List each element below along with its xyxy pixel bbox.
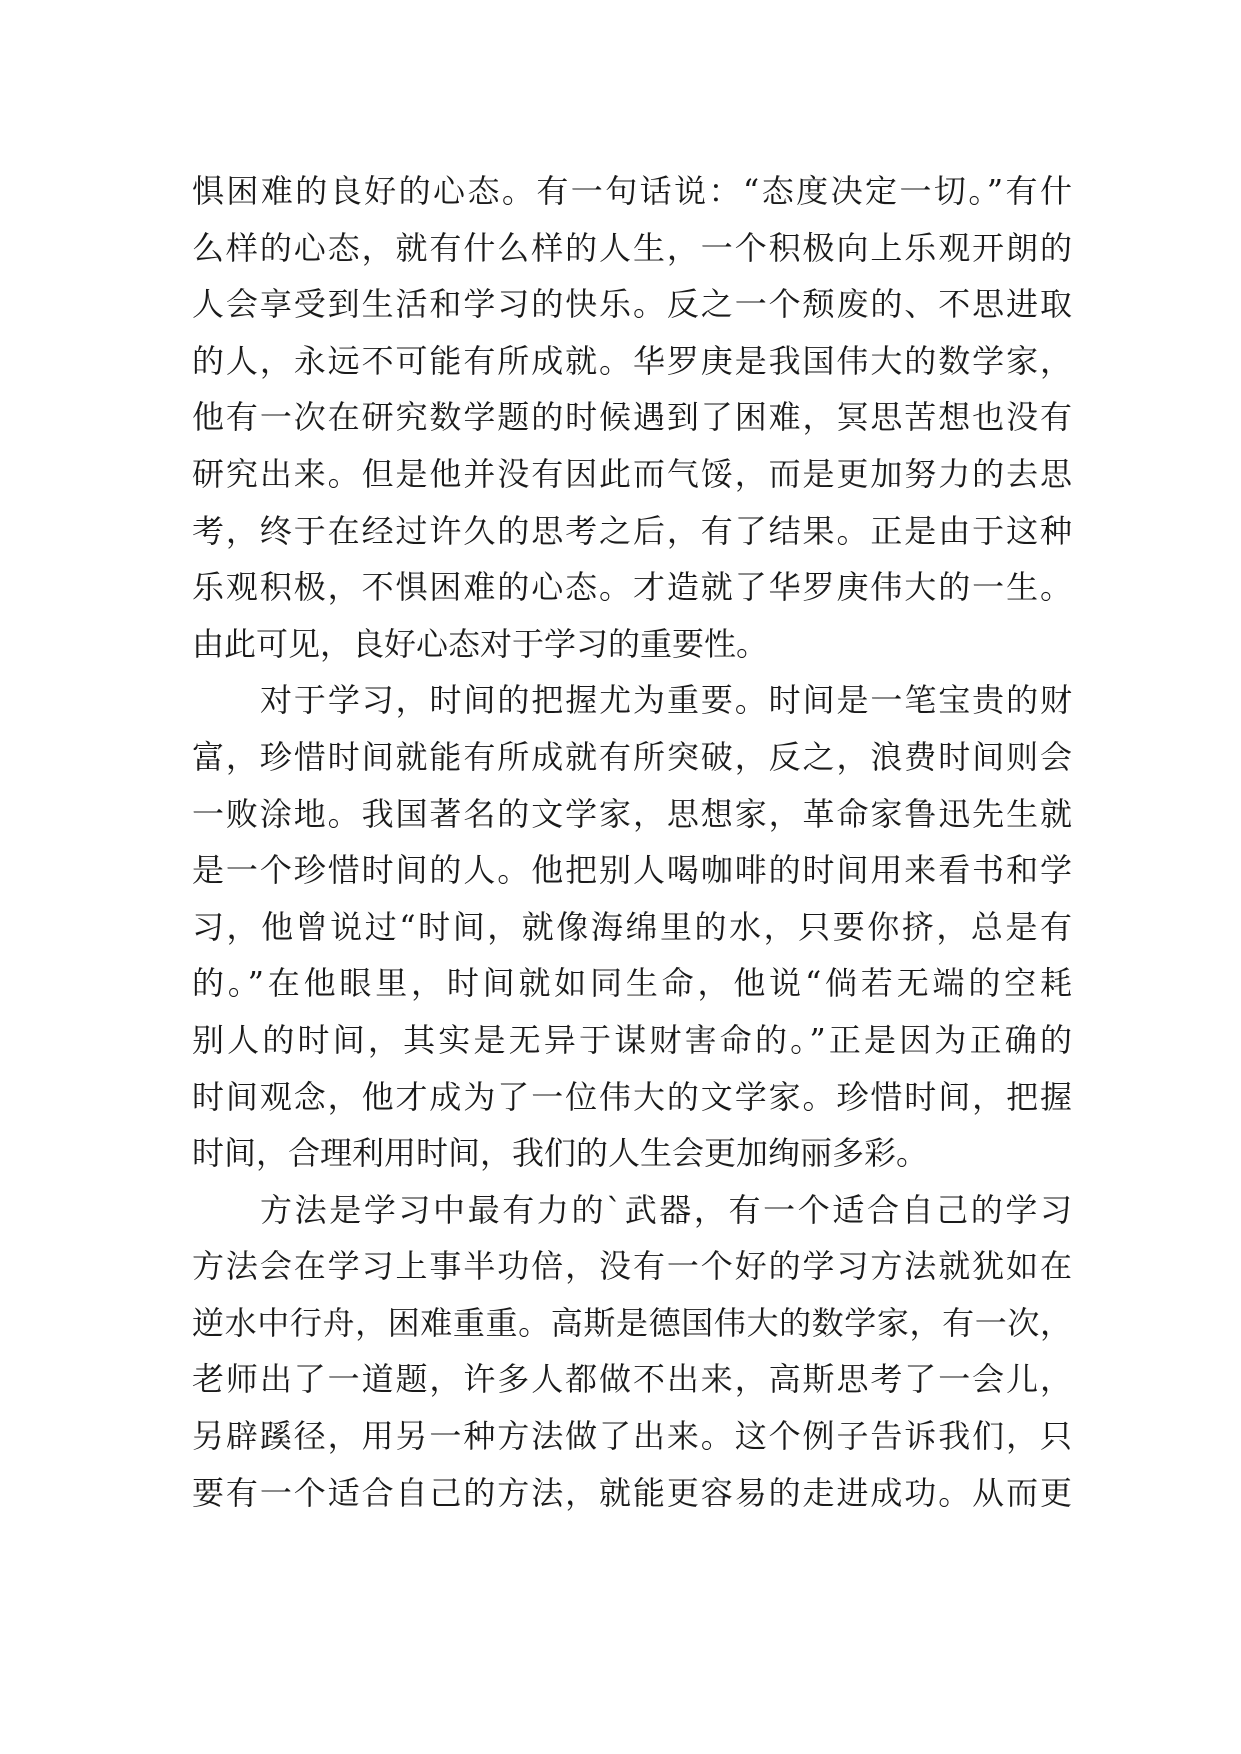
text-line: 他有一次在研究数学题的时候遇到了困难，冥思苦想也没有 (192, 398, 1072, 437)
body-text (192, 163, 1072, 1521)
text-line: 要有一个适合自己的方法，就能更容易的走进成功。从而更 (192, 1473, 1072, 1512)
text-line: 逆水中行舟，困难重重。高斯是德国伟大的数学家，有一次， (192, 1303, 1072, 1342)
text-line: 习，他曾说过“时间，就像海绵里的水，只要你挤，总是有 (192, 907, 1072, 946)
text-line: 方法是学习中最有力的`武器，有一个适合自己的学习 (260, 1190, 1072, 1229)
text-line: 方法会在学习上事半功倍，没有一个好的学习方法就犹如在 (192, 1247, 1072, 1286)
text-line: 人会享受到生活和学习的快乐。反之一个颓废的、不思进取 (192, 285, 1072, 324)
text-line: 别人的时间，其实是无异于谋财害命的。”正是因为正确的 (192, 1020, 1072, 1059)
text-line: 是一个珍惜时间的人。他把别人喝咖啡的时间用来看书和学 (192, 851, 1072, 890)
text-line: 么样的心态，就有什么样的人生，一个积极向上乐观开朗的 (192, 228, 1072, 267)
text-line: 的人，永远不可能有所成就。华罗庚是我国伟大的数学家， (192, 341, 1072, 380)
text-line: 富，珍惜时间就能有所成就有所突破，反之，浪费时间则会 (192, 737, 1072, 776)
text-line: 时间，合理利用时间，我们的人生会更加绚丽多彩。 (192, 1134, 929, 1173)
text-line: 对于学习，时间的把握尤为重要。时间是一笔宝贵的财 (260, 681, 1072, 720)
text-line: 另辟蹊径，用另一种方法做了出来。这个例子告诉我们，只 (192, 1417, 1072, 1456)
text-line: 的。”在他眼里，时间就如同生命，他说“倘若无端的空耗 (192, 964, 1072, 1003)
text-line: 由此可见，良好心态对于学习的重要性。 (192, 624, 769, 663)
text-line: 乐观积极，不惧困难的心态。才造就了华罗庚伟大的一生。 (192, 568, 1072, 607)
text-line: 时间观念，他才成为了一位伟大的文学家。珍惜时间，把握 (192, 1077, 1072, 1116)
text-line: 老师出了一道题，许多人都做不出来，高斯思考了一会儿， (192, 1360, 1072, 1399)
text-line: 惧困难的良好的心态。有一句话说：“态度决定一切。”有什 (192, 172, 1072, 210)
text-line: 研究出来。但是他并没有因此而气馁，而是更加努力的去思 (192, 454, 1072, 493)
text-line: 考，终于在经过许久的思考之后，有了结果。正是由于这种 (192, 511, 1072, 550)
text-line: 一败涂地。我国著名的文学家，思想家，革命家鲁迅先生就 (192, 794, 1072, 833)
